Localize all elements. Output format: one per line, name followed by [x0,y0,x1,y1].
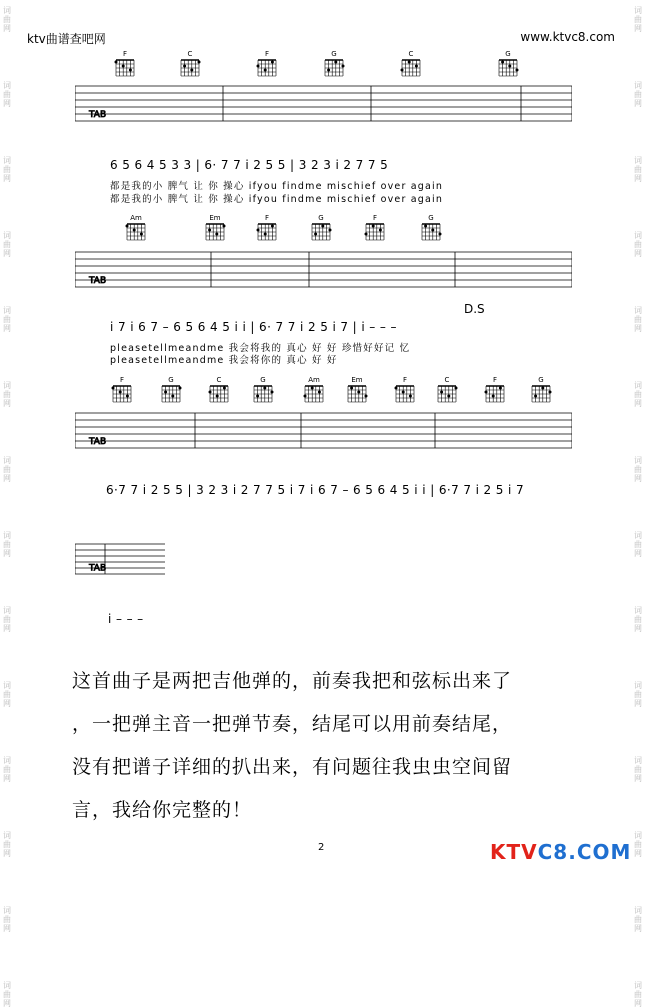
chord-name: G [318,214,324,222]
watermark-char: 网 [634,624,642,633]
numbered-notation-3: 6·7 7 i 2 5 5 | 3 2 3 i 2 7 7 5 i 7 i 6 7 – 6 5 6 4 5 i i | 6·7 7 i 2 5 i 7 [106,483,525,497]
note-line-3: 没有把谱子详细的扒出来，有问题往我虫虫空间留 [72,756,513,778]
chord-grid [394,384,416,404]
watermark-char: 网 [3,699,11,708]
watermark-char: 曲 [3,840,11,849]
watermark-group [3,531,11,558]
watermark-group [3,231,11,258]
watermark-char: 词 [3,681,11,690]
watermark-group [3,756,11,783]
watermark-group [3,156,11,183]
watermark-char: 网 [3,99,11,108]
watermark-char: 曲 [3,165,11,174]
chord-diagram [530,376,552,408]
chord-grid [160,384,182,404]
watermark-group [3,606,11,633]
chord-grid [497,58,519,78]
watermark-char: 词 [3,81,11,90]
watermark-char: 词 [3,231,11,240]
watermark-char: 词 [634,6,642,15]
chord-diagram [310,214,332,246]
lyric-line-1b: 都是我的小 脾气 让 你 操心 ifyou findme mischief over again [110,194,444,205]
watermark-char: 网 [3,249,11,258]
watermark-group [634,156,642,183]
numbered-notation-4: i – – – [108,612,144,626]
watermark-char: 网 [634,474,642,483]
watermark-char: 曲 [634,915,642,924]
watermark-group [3,6,11,33]
chord-diagram [303,376,325,408]
watermark-group [3,831,11,858]
chord-name: G [538,376,544,384]
numbered-notation-2: i 7 i 6 7 – 6 5 6 4 5 i i | 6· 7 7 i 2 5 i 7 | i – – – [110,320,397,334]
watermark-char: 网 [634,324,642,333]
watermark-char: 词 [3,306,11,315]
watermark-char: 词 [634,906,642,915]
watermark-char: 词 [634,981,642,990]
watermark-char: 曲 [634,240,642,249]
watermark-group [634,6,642,33]
chord-diagram [111,376,133,408]
watermark-group [3,456,11,483]
watermark-char: 词 [634,456,642,465]
watermark-char: 曲 [3,15,11,24]
watermark-char: 词 [634,381,642,390]
watermark-char: 曲 [634,615,642,624]
tab-clef: TAB [89,109,107,120]
watermark-char: 网 [3,999,11,1008]
watermark-char: 曲 [3,540,11,549]
chord-name: F [492,376,498,384]
chord-grid [208,384,230,404]
chord-grid [436,384,458,404]
logo-part-ktv: KTV [490,840,538,864]
watermark-group [3,981,11,1008]
chord-diagram [125,214,147,246]
watermark-char: 曲 [3,990,11,999]
chord-grid [323,58,345,78]
watermark-group [634,681,642,708]
numbered-notation-1: 6 5 6 4 5 3 3 | 6· 7 7 i 2 5 5 | 3 2 3 i 2 7 7 5 [110,158,389,172]
watermark-char: 网 [3,474,11,483]
chord-diagram [256,214,278,246]
chord-diagram [256,50,278,82]
left-watermark [2,0,12,1008]
watermark-char: 网 [3,174,11,183]
watermark-char: 网 [634,24,642,33]
watermark-char: 网 [634,699,642,708]
chord-diagram [114,50,136,82]
chord-diagram [252,376,274,408]
lyric-line-2a: pleasetellmeandme 我会将我的 真心 好 好 珍惜好好记 忆 [110,343,411,354]
chord-diagram [204,214,226,246]
watermark-group [3,81,11,108]
chord-diagram [420,214,442,246]
watermark-char: 网 [3,624,11,633]
watermark-group [634,306,642,333]
lyric-line-2b: pleasetellmeandme 我会将你的 真心 好 好 [110,355,338,366]
chord-diagram [497,50,519,82]
watermark-char: 网 [634,924,642,933]
chord-grid [484,384,506,404]
chord-grid [400,58,422,78]
right-watermark [633,0,643,1008]
watermark-char: 曲 [634,315,642,324]
watermark-char: 词 [3,156,11,165]
chord-name: Em [209,214,221,222]
watermark-char: 网 [3,324,11,333]
watermark-char: 词 [3,456,11,465]
watermark-char: 网 [634,999,642,1008]
page-number: 2 [318,842,325,853]
chord-name: C [216,376,222,384]
chord-diagram [484,376,506,408]
watermark-char: 网 [3,774,11,783]
watermark-char: 词 [634,81,642,90]
tab-clef: TAB [89,563,107,574]
watermark-char: 曲 [3,690,11,699]
chord-name: F [122,50,128,58]
note-line-1: 这首曲子是两把吉他弹的，前奏我把和弦标出来了 [72,670,513,692]
watermark-char: 网 [634,399,642,408]
watermark-char: 曲 [634,540,642,549]
watermark-char: 网 [634,174,642,183]
chord-diagram [346,376,368,408]
chord-name: G [331,50,337,58]
chord-grid [346,384,368,404]
watermark-group [634,906,642,933]
note-line-2: ，一把弹主音一把弹节奏，结尾可以用前奏结尾， [72,713,513,735]
chord-name: F [372,214,378,222]
watermark-group [634,756,642,783]
chord-name: G [428,214,434,222]
tab-clef: TAB [89,436,107,447]
watermark-group [634,456,642,483]
chord-grid [530,384,552,404]
watermark-group [3,306,11,333]
chord-grid [364,222,386,242]
chord-diagram [436,376,458,408]
chord-grid [114,58,136,78]
chord-grid [420,222,442,242]
chord-grid [204,222,226,242]
watermark-char: 网 [634,549,642,558]
watermark-char: 词 [3,831,11,840]
watermark-group [634,531,642,558]
chord-name: Em [351,376,363,384]
watermark-group [634,81,642,108]
watermark-char: 曲 [3,615,11,624]
chord-diagram [364,214,386,246]
watermark-group [634,831,642,858]
chord-name: Am [308,376,320,384]
watermark-char: 词 [3,6,11,15]
watermark-char: 网 [3,549,11,558]
site-name: ktv曲谱查吧网 [27,32,106,46]
chord-diagram [179,50,201,82]
watermark-char: 曲 [3,240,11,249]
watermark-char: 词 [634,831,642,840]
watermark-char: 曲 [634,390,642,399]
watermark-char: 曲 [3,90,11,99]
chord-name: Am [130,214,142,222]
tab-clef: TAB [89,275,107,286]
chord-grid [303,384,325,404]
watermark-char: 词 [3,906,11,915]
watermark-group [634,231,642,258]
chord-grid [125,222,147,242]
chord-name: C [187,50,193,58]
site-logo [490,840,631,864]
watermark-group [3,906,11,933]
chord-name: G [260,376,266,384]
watermark-char: 词 [3,981,11,990]
watermark-char: 网 [634,99,642,108]
chord-diagram [323,50,345,82]
chord-name: F [264,214,270,222]
watermark-char: 词 [634,156,642,165]
chord-diagram [400,50,422,82]
watermark-char: 词 [634,756,642,765]
note-line-4: 言，我给你完整的！ [72,799,253,821]
site-url: www.ktvc8.com [520,30,615,44]
tab-staff-4 [75,538,572,578]
watermark-char: 网 [634,849,642,858]
chord-name: F [119,376,125,384]
watermark-char: 曲 [3,765,11,774]
watermark-char: 网 [634,249,642,258]
watermark-char: 曲 [634,690,642,699]
watermark-group [634,381,642,408]
lyric-line-1a: 都是我的小 脾气 让 你 操心 ifyou findme mischief over again [110,181,444,192]
chord-diagram [394,376,416,408]
watermark-char: 曲 [634,15,642,24]
chord-name: G [505,50,511,58]
watermark-char: 词 [634,606,642,615]
watermark-char: 词 [634,231,642,240]
watermark-group [634,606,642,633]
watermark-char: 网 [3,924,11,933]
chord-grid [179,58,201,78]
watermark-char: 曲 [634,465,642,474]
chord-grid [252,384,274,404]
chord-name: G [168,376,174,384]
watermark-char: 词 [3,756,11,765]
chord-grid [310,222,332,242]
watermark-group [3,381,11,408]
watermark-char: 曲 [634,990,642,999]
ds-marker: D.S [464,302,485,316]
watermark-char: 网 [634,774,642,783]
watermark-char: 曲 [3,915,11,924]
chord-grid [111,384,133,404]
chord-diagram [208,376,230,408]
watermark-char: 曲 [3,315,11,324]
watermark-group [634,981,642,1008]
watermark-group [3,681,11,708]
watermark-char: 词 [3,531,11,540]
watermark-char: 曲 [3,465,11,474]
watermark-char: 词 [634,531,642,540]
watermark-char: 词 [3,381,11,390]
watermark-char: 网 [3,24,11,33]
chord-grid [256,58,278,78]
watermark-char: 曲 [634,840,642,849]
watermark-char: 曲 [3,390,11,399]
chord-name: C [408,50,414,58]
watermark-char: 词 [3,606,11,615]
watermark-char: 网 [3,849,11,858]
watermark-char: 曲 [634,165,642,174]
logo-part-c8: C8.COM [537,840,632,864]
watermark-char: 网 [3,399,11,408]
chord-diagram [160,376,182,408]
chord-name: F [264,50,270,58]
watermark-char: 词 [634,306,642,315]
watermark-char: 曲 [634,765,642,774]
chord-name: C [444,376,450,384]
watermark-char: 词 [634,681,642,690]
chord-name: F [402,376,408,384]
watermark-char: 曲 [634,90,642,99]
chord-grid [256,222,278,242]
